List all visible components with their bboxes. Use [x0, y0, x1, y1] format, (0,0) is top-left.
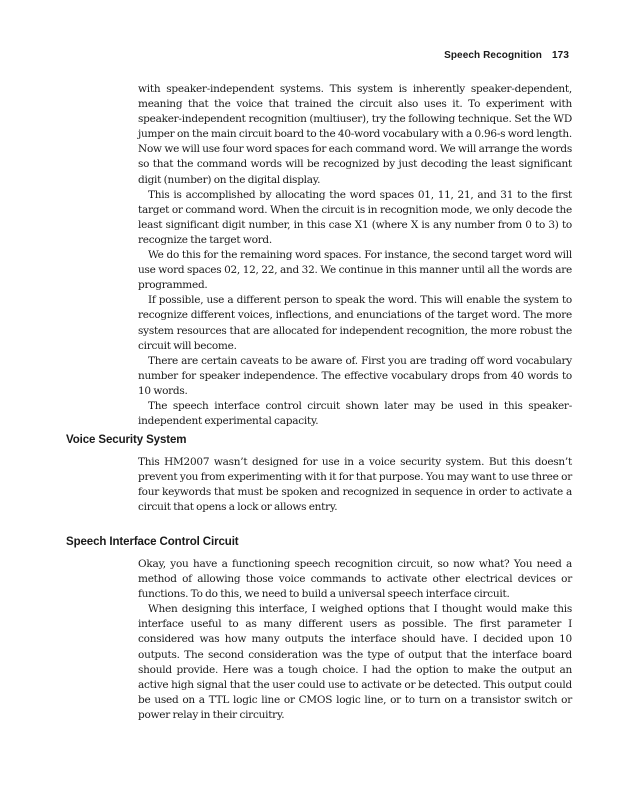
paragraph: There are certain caveats to be aware of. First you are trading off word vocabulary number for speaker independence. The effective vocabulary drops from 40 words to 10 words. [138, 354, 572, 397]
voice-security-text-block [138, 455, 572, 515]
paragraph: When designing this interface, I weighed options that I thought would make this interface useful to as many different users as possible. The first parameter I considered was how many outputs the interface should have. I decided upon 10 outputs. The second consideration was the type of output that the interface board should provide. Here was a tough choice. I had the option to make the output an active high signal that the user could use to activate or be detected. This output could be used on a TTL logic line or CMOS logic line, or to turn on a transistor switch or power relay in their circuitry. [138, 603, 572, 721]
running-head [444, 50, 569, 61]
paragraph: with speaker-independent systems. This system is inherently speaker-dependent, meaning that the voice that trained the circuit also uses it. To experiment with speaker-independent recognition (multiuser), try the following technique. Set the WD jumper on the main circuit board to the 40-word vocabulary with a 0.96-s word length. Now we will use four word spaces for each command word. We will arrange the words so that the command words will be recognized by just decoding the least significant digit (number) on the digital display. [138, 83, 572, 186]
speech-interface-text-block [138, 557, 572, 723]
intro-text-block [138, 82, 572, 429]
paragraph: This HM2007 wasn’t designed for use in a voice security system. But this doesn’t prevent you from experimenting with it for that purpose. You may want to use three or four keywords that must be spoken and recognized in sequence in order to activate a circuit that opens a lock or allows entry. [138, 456, 572, 514]
paragraph: This is accomplished by allocating the word spaces 01, 11, 21, and 31 to the first target or command word. When the circuit is in recognition mode, we only decode the least significant digit number, in this case X1 (where X is any number from 0 to 3) to recognize the target word. [138, 188, 572, 246]
page-number: 173 [552, 50, 569, 61]
paragraph: If possible, use a different person to speak the word. This will enable the system to recognize different voices, inflections, and enunciations of the target word. The more system resources that are allocated for independent recognition, the more robust the circuit will become. [138, 294, 572, 352]
section-heading-voice-security: Voice Security System [66, 434, 187, 446]
paragraph: The speech interface control circuit shown later may be used in this speaker-independent experimental capacity. [138, 399, 572, 428]
paragraph: Okay, you have a functioning speech recognition circuit, so now what? You need a method of allowing those voice commands to activate other electrical devices or functions. To do this, we need to build a universal speech interface circuit. [138, 558, 572, 601]
running-title: Speech Recognition [444, 50, 542, 61]
paragraph: We do this for the remaining word spaces. For instance, the second target word will use word spaces 02, 12, 22, and 32. We continue in this manner until all the words are programmed. [138, 249, 572, 292]
section-heading-speech-interface: Speech Interface Control Circuit [66, 536, 239, 548]
